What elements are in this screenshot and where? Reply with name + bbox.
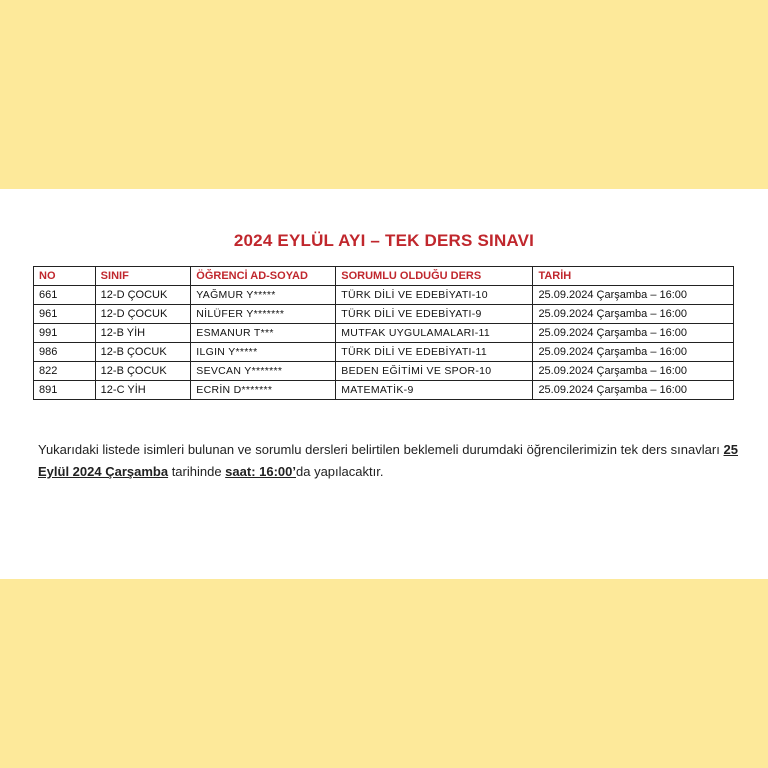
- cell-no: 822: [34, 362, 96, 381]
- table-row: [34, 286, 734, 305]
- cell-no: 661: [34, 286, 96, 305]
- note-text: da yapılacaktır.: [296, 464, 384, 479]
- cell-lesson: TÜRK DİLİ VE EDEBİYATI-10: [336, 286, 533, 305]
- cell-no: 961: [34, 305, 96, 324]
- cell-class: 12-C YİH: [95, 381, 191, 400]
- cell-class: 12-D ÇOCUK: [95, 305, 191, 324]
- note-text: Yukarıdaki listede isimleri bulunan ve sorumlu dersleri belirtilen beklemeli durumdaki öğrencilerimizin tek ders sınavları: [38, 442, 724, 457]
- header-class: SINIF: [95, 267, 191, 286]
- header-lesson: SORUMLU OLDUĞU DERS: [336, 267, 533, 286]
- document-title: 2024 EYLÜL AYI – TEK DERS SINAVI: [233, 231, 535, 250]
- cell-class: 12-B YİH: [95, 324, 191, 343]
- cell-student: ESMANUR T***: [191, 324, 336, 343]
- cell-lesson: MUTFAK UYGULAMALARI-11: [336, 324, 533, 343]
- table-row: [34, 324, 734, 343]
- header-student: ÖĞRENCİ AD-SOYAD: [191, 267, 336, 286]
- cell-student: ILGIN Y*****: [191, 343, 336, 362]
- exam-time-highlight: saat: 16:00’: [225, 464, 296, 479]
- exam-date-highlight: 25 Eylül 2024 Çarşamba: [38, 442, 738, 479]
- cell-no: 986: [34, 343, 96, 362]
- cell-date: 25.09.2024 Çarşamba – 16:00: [533, 362, 734, 381]
- cell-student: NİLÜFER Y*******: [191, 305, 336, 324]
- table-row: [34, 362, 734, 381]
- cell-lesson: BEDEN EĞİTİMİ VE SPOR-10: [336, 362, 533, 381]
- cell-date: 25.09.2024 Çarşamba – 16:00: [533, 381, 734, 400]
- student-table: [33, 266, 734, 400]
- cell-student: ECRİN D*******: [191, 381, 336, 400]
- cell-date: 25.09.2024 Çarşamba – 16:00: [533, 286, 734, 305]
- cell-lesson: TÜRK DİLİ VE EDEBİYATI-11: [336, 343, 533, 362]
- cell-date: 25.09.2024 Çarşamba – 16:00: [533, 324, 734, 343]
- cell-student: SEVCAN Y*******: [191, 362, 336, 381]
- header-no: NO: [34, 267, 96, 286]
- table-row: [34, 381, 734, 400]
- cell-date: 25.09.2024 Çarşamba – 16:00: [533, 343, 734, 362]
- document-sheet: [0, 189, 768, 579]
- cell-class: 12-B ÇOCUK: [95, 362, 191, 381]
- table-row: [34, 343, 734, 362]
- cell-lesson: TÜRK DİLİ VE EDEBİYATI-9: [336, 305, 533, 324]
- note-text: tarihinde: [168, 464, 226, 479]
- table-row: [34, 305, 734, 324]
- cell-student: YAĞMUR Y*****: [191, 286, 336, 305]
- cell-lesson: MATEMATİK-9: [336, 381, 533, 400]
- header-date: TARİH: [533, 267, 734, 286]
- cell-date: 25.09.2024 Çarşamba – 16:00: [533, 305, 734, 324]
- announcement-paragraph: [38, 439, 738, 483]
- cell-no: 891: [34, 381, 96, 400]
- cell-no: 991: [34, 324, 96, 343]
- cell-class: 12-D ÇOCUK: [95, 286, 191, 305]
- table-header-row: [34, 267, 734, 286]
- cell-class: 12-B ÇOCUK: [95, 343, 191, 362]
